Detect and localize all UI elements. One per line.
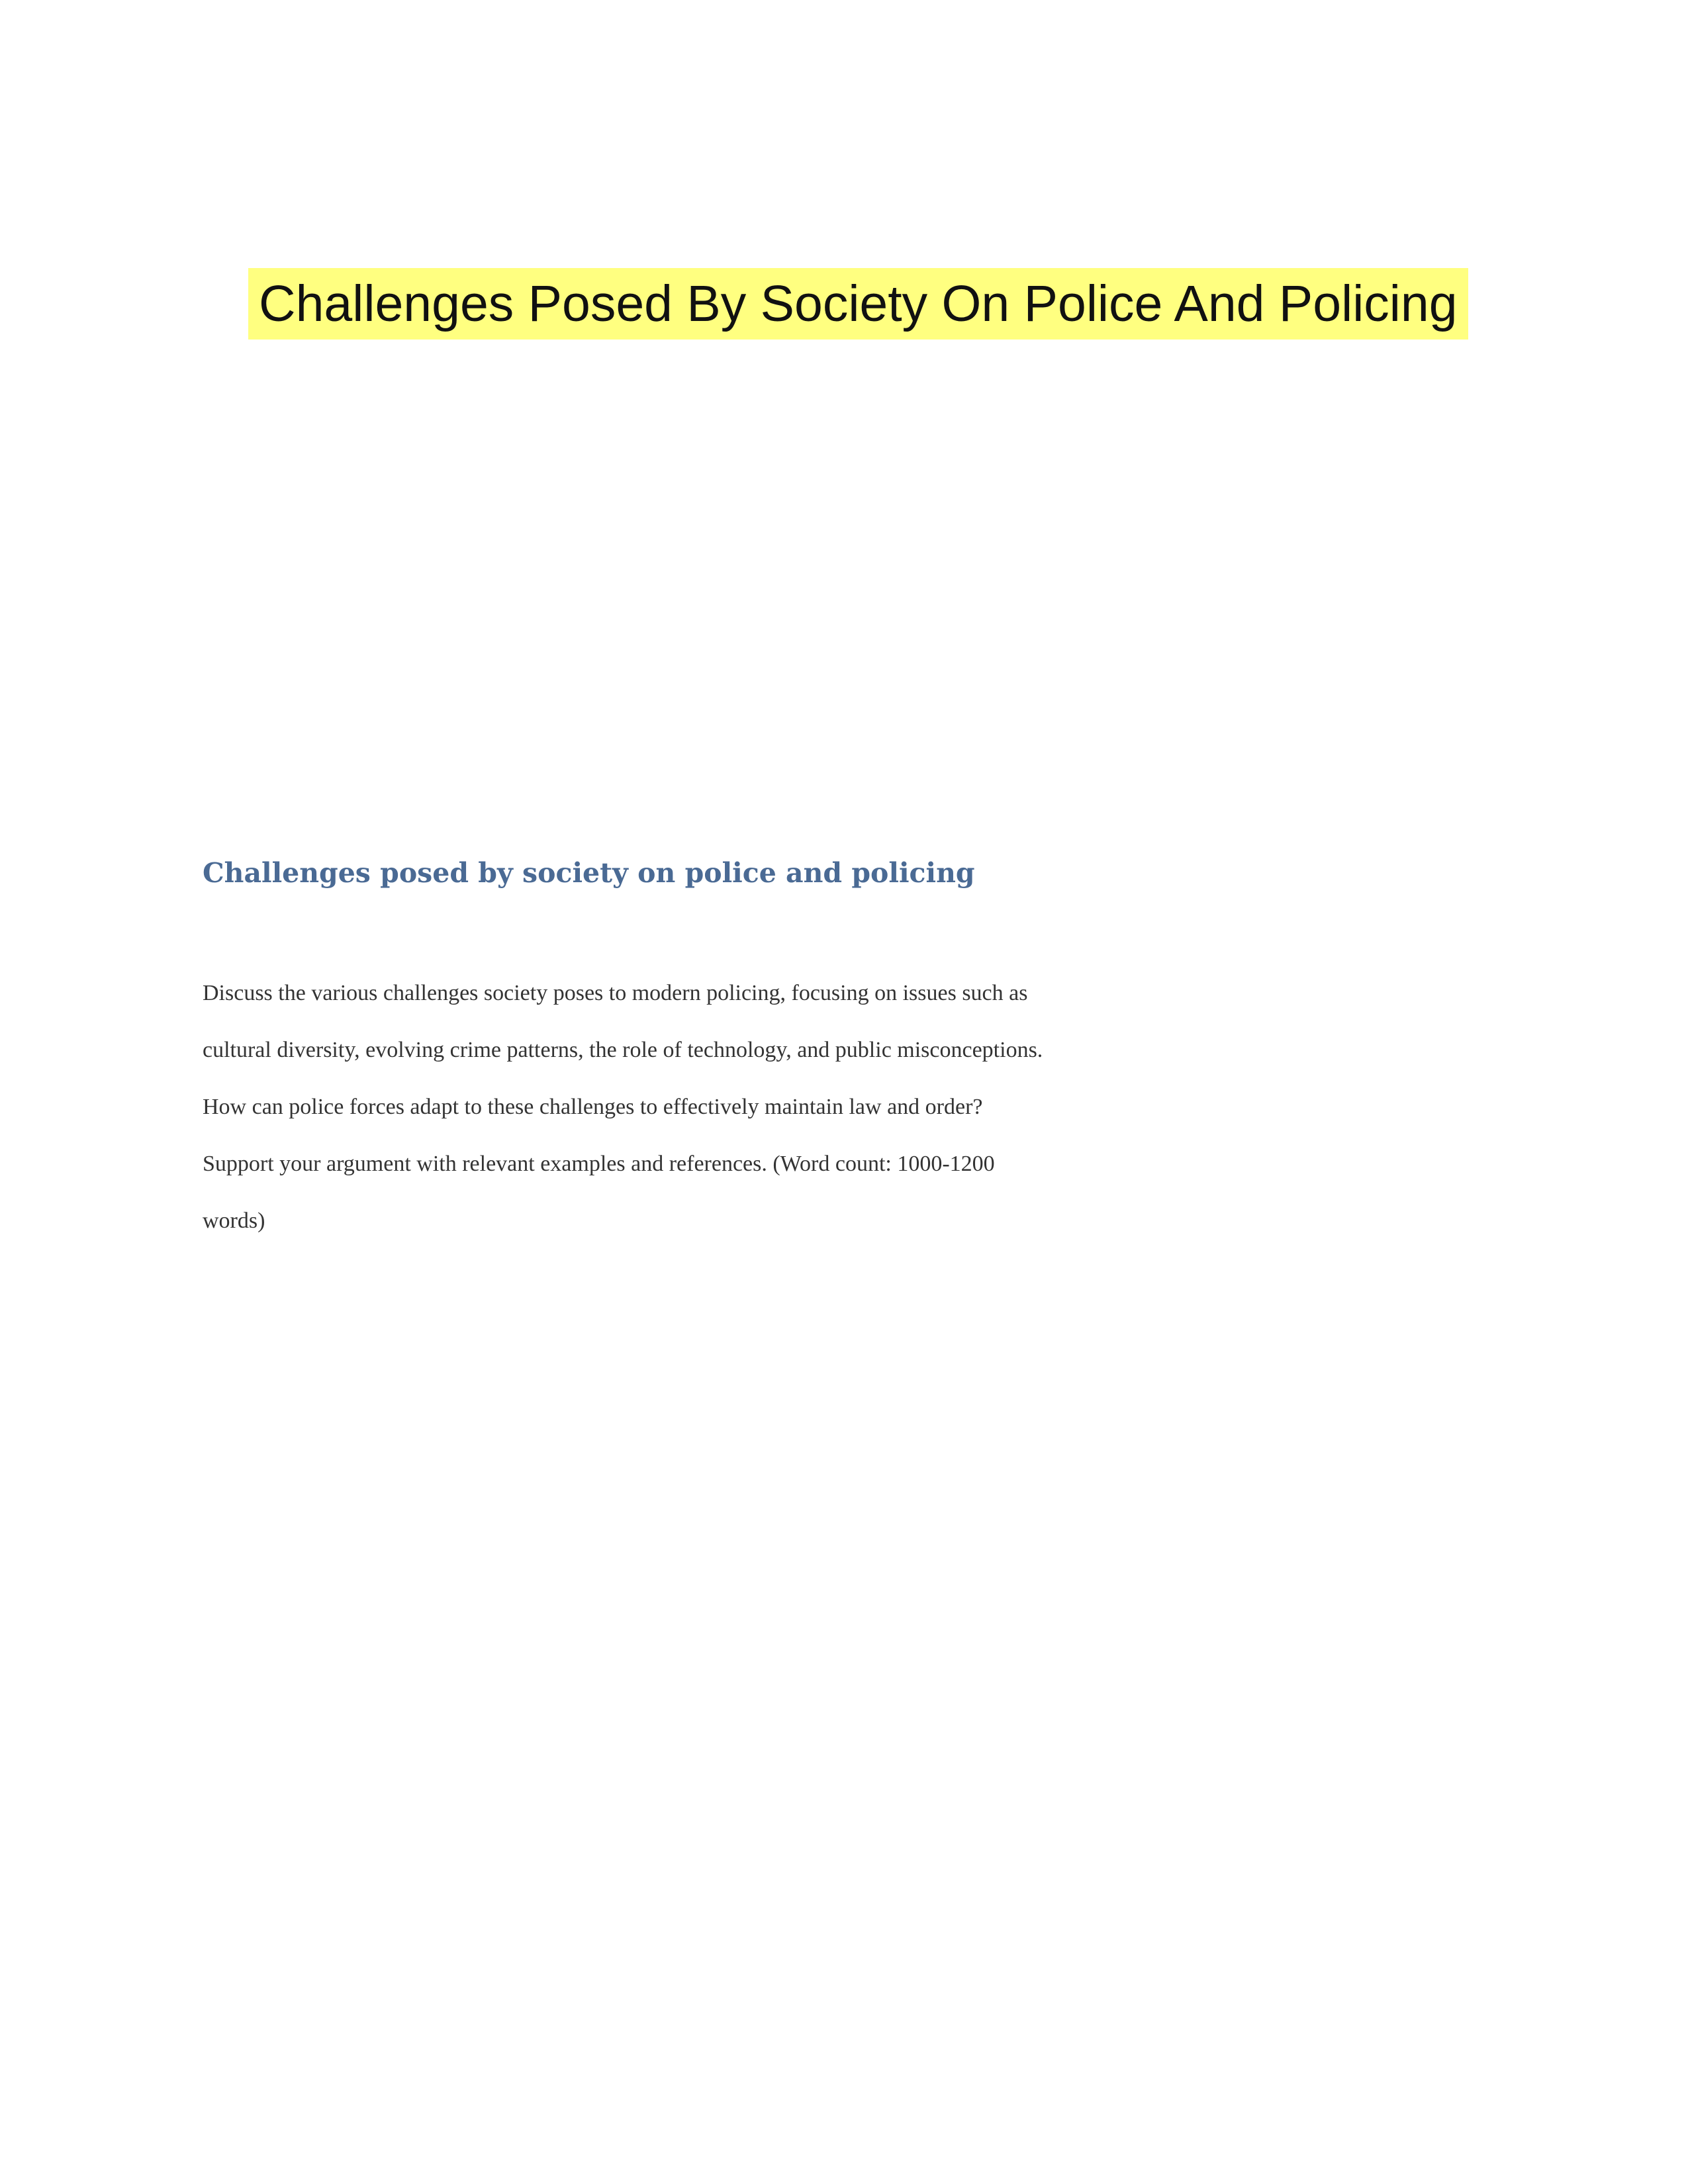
assignment-line: Support your argument with relevant examples and references. (Word count: 1000-1200 — [203, 1152, 995, 1176]
assignment-body — [203, 965, 1196, 1250]
assignment-line: Discuss the various challenges society poses to modern policing, focusing on issues such as — [203, 981, 1028, 1005]
embedded-assignment-image — [203, 841, 1196, 1250]
assignment-line: How can police forces adapt to these challenges to effectively maintain law and order? — [203, 1095, 983, 1119]
assignment-line: cultural diversity, evolving crime patterns, the role of technology, and public misconceptions. — [203, 1038, 1043, 1062]
assignment-line: words) — [203, 1208, 265, 1233]
page-title: Challenges Posed By Society On Police And Policing — [248, 268, 1468, 340]
assignment-heading: Challenges posed by society on police and policing — [203, 857, 975, 889]
